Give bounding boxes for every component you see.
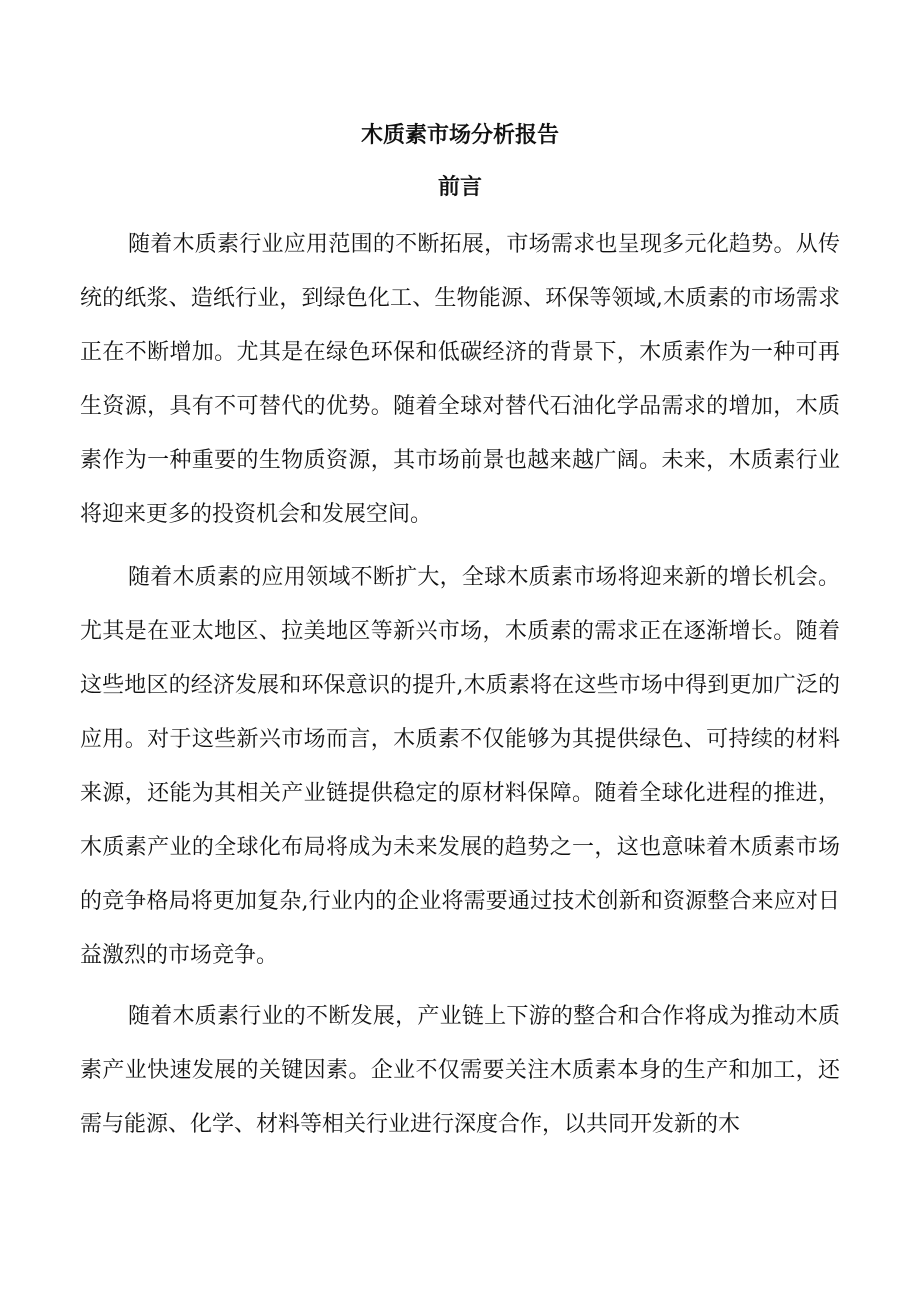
paragraph-3: 随着木质素行业的不断发展，产业链上下游的整合和合作将成为推动木质素产业快速发展的关键因素。企业不仅需要关注木质素本身的生产和加工，还需与能源、化学、材料等相关行业进行深度合作，以共同开发新的木	[80, 1004, 840, 1137]
section-heading-preface: 前言	[437, 175, 482, 200]
paragraph-2: 随着木质素的应用领域不断扩大，全球木质素市场将迎来新的增长机会。尤其是在亚太地区、拉美地区等新兴市场，木质素的需求正在逐渐增长。随着这些地区的经济发展和环保意识的提升,木质素将在这些市场中得到更加广泛的应用。对于这些新兴市场而言，木质素不仅能够为其提供绿色、可持续的材料来源，还能为其相关产业链提供稳定的原材料保障。随着全球化进程的推进，木质素产业的全球化布局将成为未来发展的趋势之一，这也意味着木质素市场的竞争格局将更加复杂,行业内的企业将需要通过技术创新和资源整合来应对日益激烈的市场竞争。	[80, 565, 840, 968]
document-title: 木质素市场分析报告	[360, 123, 559, 148]
paragraph-1: 随着木质素行业应用范围的不断拓展，市场需求也呈现多元化趋势。从传统的纸浆、造纸行业，到绿色化工、生物能源、环保等领域,木质素的市场需求正在不断增加。尤其是在绿色环保和低碳经济的背景下，木质素作为一种可再生资源，具有不可替代的优势。随着全球对替代石油化学品需求的增加，木质素作为一种重要的生物质资源，其市场前景也越来越广阔。未来，木质素行业将迎来更多的投资机会和发展空间。	[80, 232, 840, 527]
